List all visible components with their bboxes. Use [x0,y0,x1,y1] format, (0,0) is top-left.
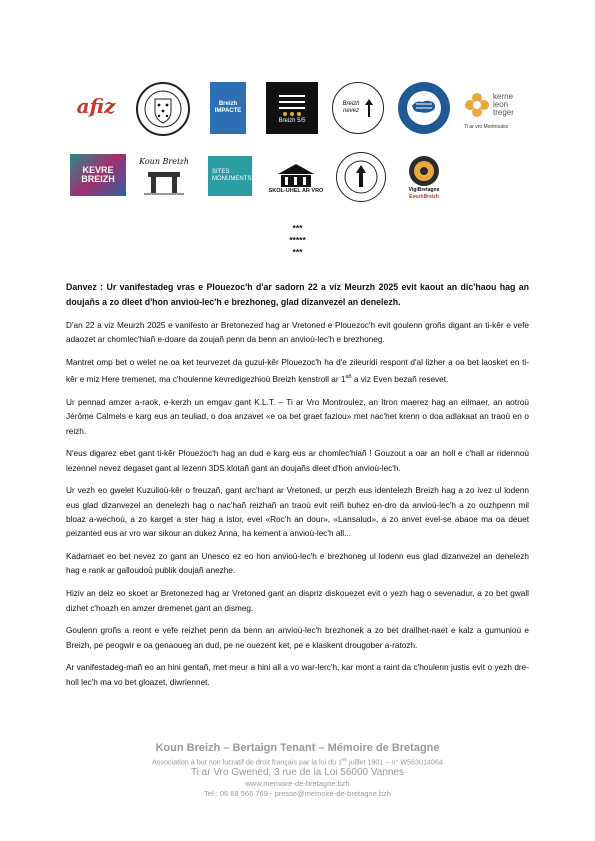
article-paragraph: D'an 22 a viz Meurzh 2025 e vanifesto ar Bretonezed hag ar Vretoned e Plouezoc'h evit goulenn groñs digant an ti-kêr e vefe adaozet ar chomlec'hiañ e-doare da zoujañ penn da benn an anvioù-lec'h e brezhoneg. [66,321,529,345]
footer-association-text: Association à but non lucratif de droit français par la loi du 1 [151,757,343,767]
sites-text: SITES [212,169,230,175]
breizh-55-text: Breizh 5/5 [278,117,306,124]
kevre-breizh-text: KEVRE BREIZH [81,165,115,184]
vigibretagne-logo [400,150,448,206]
footer-address: Ti ar Vro Gwened, 3 rue de la Loi 56000 Vannes [190,767,405,779]
ti-ar-vro-caption: Ti ar vro Montroulez [464,123,509,130]
footer-title: Koun Breizh – Bertaign Tenant – Mémoire de Bretagne [155,742,440,754]
bretagne-reunie-logo [398,82,450,134]
kerne-leon-treger-mark [464,92,514,118]
kerne-text: kerne [493,91,514,101]
paragraph-text: Mantret omp bet o welet ne oa ket teurvezet da guzul-kêr Plouezoc'h ha d'e zileuridi respont d'al lizher a oa bet laosket en ti-kêr e miz Here tremenet, ma c'houlenne kevredigezhioù Breizh kenstroll ar 1 [66,358,529,385]
article-paragraph: Ur vezh eo gwelet Kuzulioù-kêr o freuzañ, gant arc'hant ar Vretoned, ur perzh eus identelezh Breizh hag a zo ivez ul lodenn eus glad dizanvezel an denelezh hag o nac'hañ reizhañ an traoù evit reiñ buhez en-dro da anvioù-lec'h a zo ouzhpenn mil bloaz a-wechoù, a zo karget a ster hag a istor, evel «Roc'h an dour», «Lansalud», a zo anvet evel-se abaoe ma oa deuet peizanted eus ar vro war sikour an dukez Anna, ha kement a anvioù-lec'h all... [66,486,529,539]
monuments-text: MONUMENTS [212,176,252,182]
building-icon [276,162,316,188]
skol-uhel-logo [266,154,326,202]
dolmen-icon [144,166,184,196]
paragraph-text: a viz Even bezañ resevet. [351,375,449,385]
brittany-map-icon [406,90,442,126]
afiz-logo-text: afiz [76,94,116,118]
breizh-nevez-logo [332,82,384,134]
leon-text: leon [493,99,509,109]
kevre-breizh-logo [70,154,126,196]
koun-breizh-logo [134,150,194,202]
breizh-nevez-text: Breizh nevez [342,101,360,114]
vigi-eye-icon [408,155,440,187]
ordinal-superscript: añ [345,374,352,381]
logo-row-bottom [70,150,540,220]
article-paragraph: Goulenn groñs a reont e vefe reizhet penn da benn an anvioù-lec'h brezhonek a zo bet drailhet-naet e kalz a gumunioù e Breizh, pe peogwir e oa genaoueg an dud, pe ne ouezent ket, pe e klaskent drougober a-ratozh. [66,626,529,650]
kerne-leon-treger-words [493,93,514,117]
ermine-spot-icon [362,97,376,119]
association-bretonne-logo [136,82,190,136]
article-paragraph: Hiziv an deiz eo skoet ar Bretonezed hag ar Vretoned gant an dispriz diskouezet evit o yezh hag o sevenadur, a zo bet gwall dizhet c'hoazh en amzer dremenet gant an dismeg. [66,589,529,613]
ermine-seal-icon [344,160,378,194]
afiz-logo [70,84,122,128]
ermine-seal-logo [336,152,386,202]
footer-contact: Tel : 06 68 566 769 - presse@memoire-de-bretagne.bzh [204,789,391,799]
flower-icon [464,92,490,118]
ermine-stripes-icon [275,92,309,118]
footer-association [0,755,595,767]
breizh-impacte-text: Breizh IMPACTE [214,101,242,114]
article-paragraph: Ur pennad amzer a-raok, e-kerzh un emgav gant K.L.T. – Ti ar Vro Montroulez, an Itron maerez hag an eilmaer, an aotroù Jérôme Calmels e karg eus an teuliad, o doa anzavet «e oa bet graet faziou» met nac'het krenn o doa adlakaat an traoù en o reizh. [66,397,529,436]
skol-uhel-text: SKOL-UHEL AR VRO [268,187,324,194]
koun-breizh-text: Koun Breizh [139,156,189,166]
article-paragraph: N'eus digarez ebet gant ti-kêr Plouezoc'h hag an dud e karg eus ar chomlec'hiañ ! Gouzout a oar an holl e c'hall ar ridennoù lezennel nevez degaset gant al lezenn 3DS klotañ gant an doujañs dleet d'hon anvioù-lec'h. [66,449,529,473]
kerne-leon-treger-logo [464,82,538,140]
article-lead: Danvez : Ur vanifestadeg vras e Plouezoc'h d'ar sadorn 22 a viz Meurzh 2025 evit kaout an dic'haou hag an doujañs a zo dleet d'hon anvioù-lec'h e brezhoneg, glad dizanvezel an denelezh. [66,282,529,307]
sites-monuments-logo [208,156,252,196]
footer [0,741,595,799]
ermine-shield-icon [143,89,183,129]
stars-line-1: *** [292,223,303,233]
footer-association-text: juillet 1901 – n° W563014064 [347,757,444,767]
stars-line-2: ***** [289,235,306,245]
vigi-text-2: EvezhBreizh [409,194,439,200]
article-paragraph: Ar vanifestadeg-mañ eo an hini gentañ, met meur a hini all a vo war-lerc'h, kar mont a raint da c'houlenn justis evit o yezh dre-holl lec'h ma vo bet gloazet, diwriennet. [66,663,529,687]
separator-stars [0,222,595,258]
breizh-impacte-logo [210,82,246,134]
stars-line-3: *** [292,247,303,257]
footer-ordinal-superscript: er [342,757,348,763]
breizh-55-logo [266,82,318,134]
article-body [66,280,529,698]
logo-row-top [70,78,540,148]
article-paragraph [66,356,529,387]
footer-website-link[interactable]: www.memoire-de-bretagne.bzh [245,779,350,789]
article-paragraph: Kadarnaet eo bet nevez zo gant an Unesco ez eo hon anvioù-lec'h e brezhoneg ul lodenn eus glad dizanvezel an denelezh hag e rank ar galloudoù publik doujañ anezhe. [66,552,529,576]
partner-logos [70,78,540,220]
vigi-text-1: VigiBretagne [408,187,440,193]
treger-text: treger [493,107,514,117]
